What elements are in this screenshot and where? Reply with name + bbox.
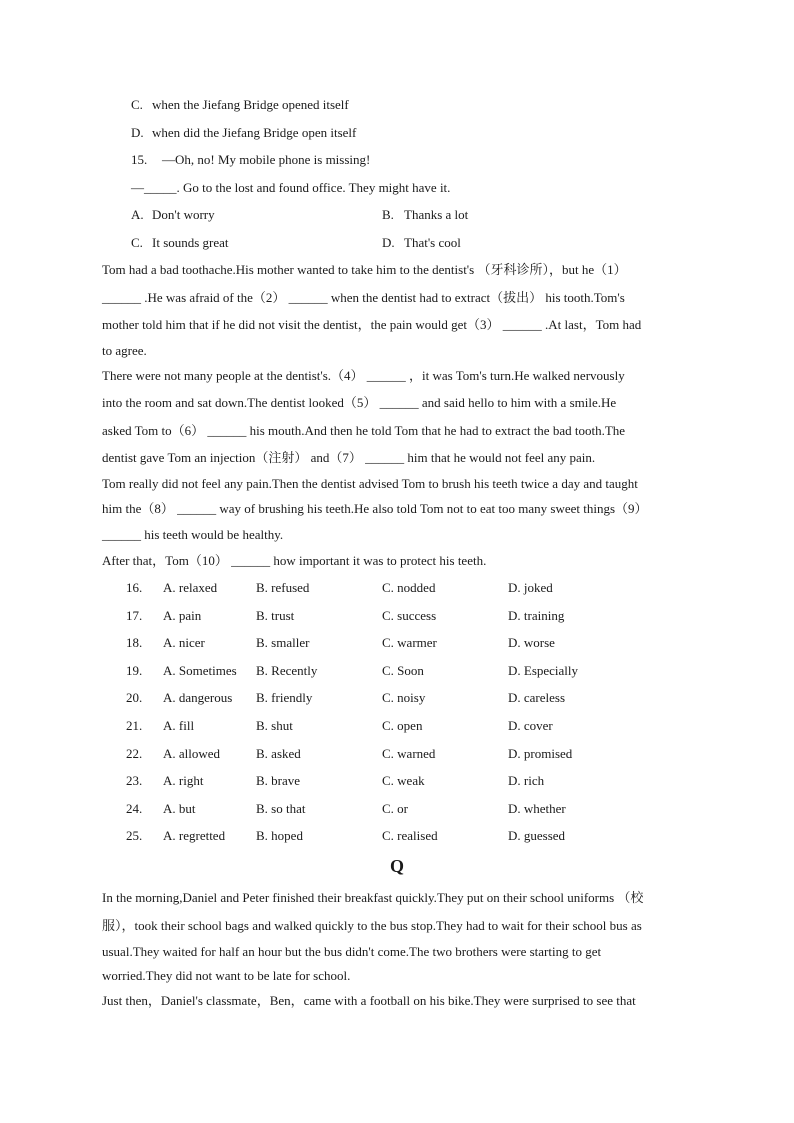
passage-line: asked Tom to（6） ______ his mouth.And then he told Tom that he had to extract the bad tooth.The bbox=[102, 423, 626, 438]
option-c: C. realised bbox=[382, 828, 438, 843]
option-c: C. success bbox=[382, 608, 437, 623]
passage2-line: Just then，Daniel's classmate，Ben，came with a football on his bike.They were surprised to see that bbox=[102, 993, 636, 1008]
passage-line: Tom really did not feel any pain.Then the dentist advised Tom to brush his teeth twice a day and taught bbox=[102, 476, 638, 491]
question-number: 21. bbox=[126, 718, 143, 733]
option-label: A. bbox=[131, 207, 144, 222]
option-d: D. joked bbox=[508, 580, 553, 595]
option-a: A. regretted bbox=[163, 828, 226, 843]
option-c: C. warned bbox=[382, 746, 436, 761]
passage-line: him the（8） ______ way of brushing his teeth.He also told Tom not to eat too many sweet things（9） bbox=[102, 501, 648, 516]
option-text: That's cool bbox=[404, 235, 461, 250]
option-b: B. smaller bbox=[256, 635, 310, 650]
question-number: 24. bbox=[126, 801, 143, 816]
option-a: A. pain bbox=[163, 608, 202, 623]
option-a: A. nicer bbox=[163, 635, 205, 650]
passage2-line: In the morning,Daniel and Peter finished their breakfast quickly.They put on their school uniforms （校 bbox=[102, 890, 644, 905]
option-d: D. promised bbox=[508, 746, 573, 761]
option-b: B. asked bbox=[256, 746, 301, 761]
option-a: A. allowed bbox=[163, 746, 221, 761]
question-number: 23. bbox=[126, 773, 143, 788]
passage2-line: usual.They waited for half an hour but the bus didn't come.The two brothers were starting to get bbox=[102, 944, 602, 959]
option-text: when the Jiefang Bridge opened itself bbox=[152, 97, 349, 112]
option-text: Thanks a lot bbox=[404, 207, 469, 222]
option-text: Don't worry bbox=[152, 207, 215, 222]
option-c: C. warmer bbox=[382, 635, 437, 650]
option-d: D. careless bbox=[508, 690, 566, 705]
passage-line: ______ his teeth would be healthy. bbox=[102, 527, 284, 542]
passage-line: dentist gave Tom an injection（注射） and（7） ______ him that he would not feel any pain. bbox=[102, 450, 596, 465]
passage-line: into the room and sat down.The dentist looked（5） ______ and said hello to him with a smile.He bbox=[102, 395, 617, 410]
option-text: when did the Jiefang Bridge open itself bbox=[152, 125, 357, 140]
option-a: A. relaxed bbox=[163, 580, 218, 595]
question-number: 19. bbox=[126, 663, 143, 678]
passage-line: There were not many people at the dentist's.（4） ______ ，it was Tom's turn.He walked nervously bbox=[102, 368, 625, 383]
option-b: B. friendly bbox=[256, 690, 313, 705]
option-c: C. or bbox=[382, 801, 408, 816]
dialogue-line: —Oh, no! My mobile phone is missing! bbox=[162, 152, 371, 167]
option-c: C. weak bbox=[382, 773, 425, 788]
passage-line: to agree. bbox=[102, 343, 147, 358]
option-label: C. bbox=[131, 235, 143, 250]
option-b: B. refused bbox=[256, 580, 310, 595]
section-title: Q bbox=[389, 856, 404, 876]
option-label: C. bbox=[131, 97, 143, 112]
option-b: B. shut bbox=[256, 718, 293, 733]
question-number: 18. bbox=[126, 635, 143, 650]
option-a: A. right bbox=[163, 773, 204, 788]
option-a: A. but bbox=[163, 801, 196, 816]
option-d: D. rich bbox=[508, 773, 545, 788]
option-b: B. Recently bbox=[256, 663, 318, 678]
passage-line: mother told him that if he did not visit the dentist，the pain would get（3） ______ .At last，Tom had bbox=[102, 317, 642, 332]
passage-line: Tom had a bad toothache.His mother wanted to take him to the dentist's （牙科诊所），but he（1） bbox=[102, 262, 627, 277]
option-label: B. bbox=[382, 207, 394, 222]
option-d: D. training bbox=[508, 608, 565, 623]
question-number: 16. bbox=[126, 580, 143, 595]
dialogue-line: —_____. Go to the lost and found office. They might have it. bbox=[131, 180, 451, 195]
option-d: D. whether bbox=[508, 801, 566, 816]
option-c: C. Soon bbox=[382, 663, 424, 678]
passage2-line: 服），took their school bags and walked quickly to the bus stop.They had to wait for their school bus as bbox=[102, 918, 642, 933]
question-number: 20. bbox=[126, 690, 143, 705]
option-d: D. Especially bbox=[508, 663, 579, 678]
option-b: B. so that bbox=[256, 801, 306, 816]
question-number: 17. bbox=[126, 608, 143, 623]
passage-line: ______ .He was afraid of the（2） ______ when the dentist had to extract（拔出） his tooth.Tom's bbox=[102, 290, 625, 305]
option-label: D. bbox=[382, 235, 395, 250]
option-b: B. brave bbox=[256, 773, 301, 788]
passage2-line: worried.They did not want to be late for school. bbox=[102, 968, 351, 983]
option-c: C. noisy bbox=[382, 690, 426, 705]
option-b: B. hoped bbox=[256, 828, 303, 843]
option-d: D. guessed bbox=[508, 828, 566, 843]
option-a: A. fill bbox=[163, 718, 195, 733]
option-c: C. nodded bbox=[382, 580, 436, 595]
question-number: 22. bbox=[126, 746, 143, 761]
option-text: It sounds great bbox=[152, 235, 229, 250]
option-d: D. cover bbox=[508, 718, 553, 733]
option-c: C. open bbox=[382, 718, 423, 733]
passage-line: After that，Tom（10） ______ how important it was to protect his teeth. bbox=[102, 553, 487, 568]
question-number: 15. bbox=[131, 152, 148, 167]
option-label: D. bbox=[131, 125, 144, 140]
option-b: B. trust bbox=[256, 608, 295, 623]
question-number: 25. bbox=[126, 828, 143, 843]
option-d: D. worse bbox=[508, 635, 555, 650]
option-a: A. Sometimes bbox=[163, 663, 237, 678]
option-a: A. dangerous bbox=[163, 690, 233, 705]
